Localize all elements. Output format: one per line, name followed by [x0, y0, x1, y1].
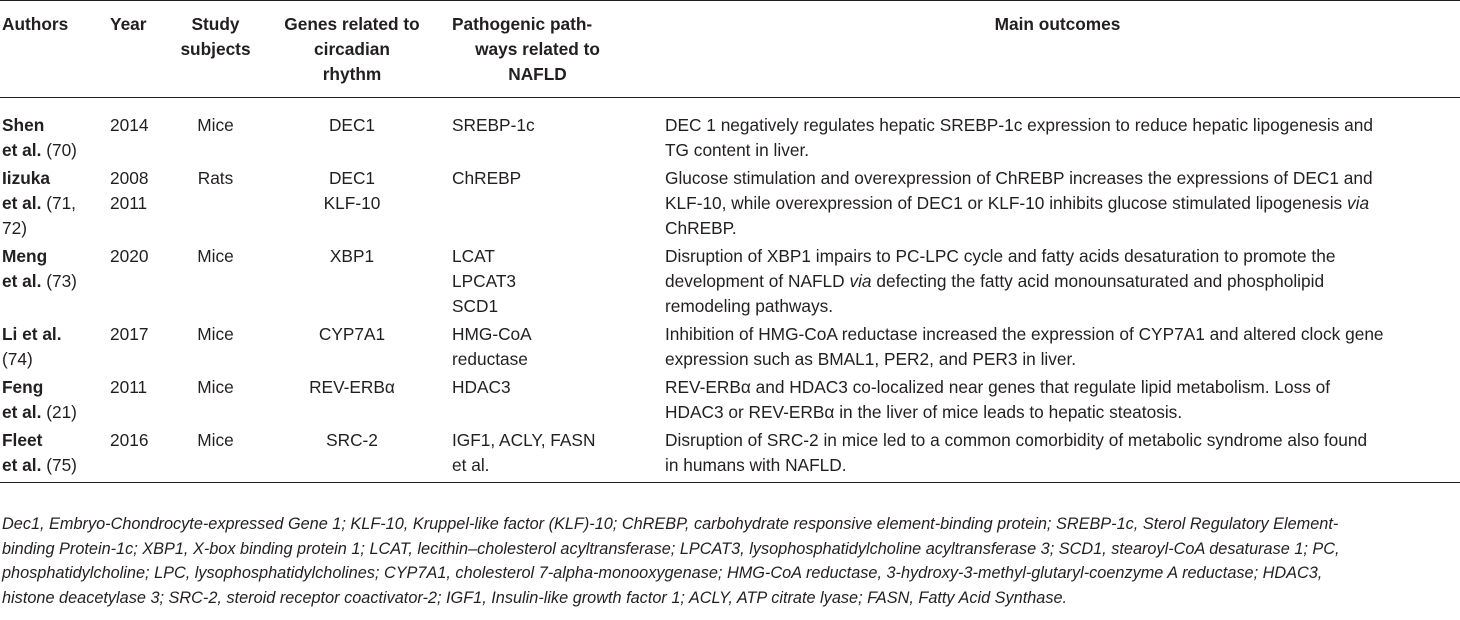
author-cell: Iizuka et al. (71, 72)	[0, 163, 106, 241]
table-row	[0, 98, 1460, 164]
subjects-cell: Mice	[197, 324, 234, 344]
reference-link[interactable]: 72)	[2, 218, 27, 238]
pathways-cell: LCAT LPCAT3 SCD1	[452, 246, 517, 316]
header-subjects: Study subjects	[165, 1, 266, 98]
outcome-cell: Disruption of XBP1 impairs to PC-LPC cycle and fatty acids desaturation to promote the development of NAFLD via defecting the fatty acid monounsaturated and phospholipid remodeling pathways.	[665, 246, 1336, 316]
outcome-cell: Disruption of SRC-2 in mice led to a common comorbidity of metabolic syndrome also found in humans with NAFLD.	[653, 425, 1460, 483]
header-genes: Genes related to circadian rhythm	[266, 1, 438, 98]
table-row	[0, 241, 1460, 319]
author-cell: Li et al. (74)	[0, 319, 106, 372]
genes-cell: CYP7A1	[318, 324, 386, 344]
genes-cell: SRC-2	[266, 425, 438, 483]
outcome-cell: Glucose stimulation and overexpression of ChREBP increases the expressions of DEC1 and KLF-10, while overexpression of DEC1 or KLF-10 inhibits glucose stimulated lipogenesis via ChREBP.	[665, 168, 1373, 238]
table-row	[0, 372, 1460, 425]
table-row	[0, 319, 1460, 372]
header-row	[0, 1, 1460, 98]
genes-cell: DEC1 KLF-10	[323, 168, 381, 213]
year-cell: 2008 2011	[110, 168, 149, 213]
year-cell: 2014	[110, 115, 149, 135]
pathways-cell: HDAC3	[452, 377, 511, 397]
year-cell: 2017	[110, 324, 149, 344]
subjects-cell: Mice	[197, 377, 234, 397]
subjects-cell: Mice	[197, 246, 234, 266]
year-cell: 2011	[110, 377, 148, 397]
pathways-cell: HMG-CoA reductase	[452, 324, 532, 369]
header-pathways: Pathogenic path- ways related to NAFLD	[438, 1, 653, 98]
reference-link[interactable]: (21)	[46, 402, 77, 422]
subjects-cell: Rats	[197, 168, 234, 188]
reference-link[interactable]: (73)	[46, 271, 77, 291]
author-cell: Feng et al. (21)	[2, 377, 77, 422]
pathways-cell: ChREBP	[452, 168, 522, 188]
header-outcomes: Main outcomes	[653, 1, 1460, 98]
table-footnote: Dec1, Embryo-Chondrocyte-expressed Gene 1; KLF-10, Kruppel-like factor (KLF)-10; ChREBP, carbohydrate responsive element-binding protein; SREBP-1c, Sterol Regulatory Element- binding Protein-1c; XBP1, X-box binding protein 1; LCAT, lecithin–cholesterol acyltransferase; LPCAT3, lysophosphatidylcholine acyltransferase 3; SCD1, stearoyl-CoA desaturase 1; PC, phosphatidylcholine; LPC, lysophosphatidylcholines; CYP7A1, cholesterol 7-alpha-monooxygenase; HMG-CoA reductase, 3-hydroxy-3-methyl-glutaryl-coenzyme A reductase; HDAC3, histone deacetylase 3; SRC-2, steroid receptor coactivator-2; IGF1, Insulin-like growth factor 1; ACLY, ATP citrate lyase; FASN, Fatty Acid Synthase.	[2, 515, 1340, 607]
outcome-cell: DEC 1 negatively regulates hepatic SREBP-1c expression to reduce hepatic lipogenesis and TG content in liver.	[665, 115, 1373, 160]
subjects-cell: Mice	[197, 115, 234, 135]
author-cell: Shen et al. (70)	[2, 115, 77, 160]
header-authors: Authors	[0, 1, 106, 98]
pathways-cell: SREBP-1c	[452, 115, 535, 135]
outcome-cell: REV-ERBα and HDAC3 co-localized near genes that regulate lipid metabolism. Loss of HDAC3 or REV-ERBα in the liver of mice leads to hepatic steatosis.	[665, 377, 1331, 422]
reference-link[interactable]: (74)	[2, 349, 33, 369]
table-row	[0, 163, 1460, 241]
header-year: Year	[106, 1, 165, 98]
reference-link[interactable]: (75)	[46, 455, 77, 475]
genes-cell: REV-ERBα	[309, 377, 395, 397]
table-row	[0, 425, 1460, 483]
reference-link[interactable]: (70)	[46, 140, 77, 160]
outcome-cell: Inhibition of HMG-CoA reductase increased the expression of CYP7A1 and altered clock gene expression such as BMAL1, PER2, and PER3 in liver.	[665, 324, 1384, 369]
genes-cell: DEC1	[328, 115, 376, 135]
reference-link[interactable]: (71,	[46, 193, 76, 213]
author-cell: Meng et al. (73)	[2, 246, 77, 291]
pathways-cell: IGF1, ACLY, FASN et al.	[438, 425, 653, 483]
year-cell: 2020	[110, 246, 149, 266]
author-cell: Fleet et al. (75)	[0, 425, 106, 483]
genes-cell: XBP1	[329, 246, 375, 266]
year-cell: 2016	[106, 425, 165, 483]
subjects-cell: Mice	[165, 425, 266, 483]
